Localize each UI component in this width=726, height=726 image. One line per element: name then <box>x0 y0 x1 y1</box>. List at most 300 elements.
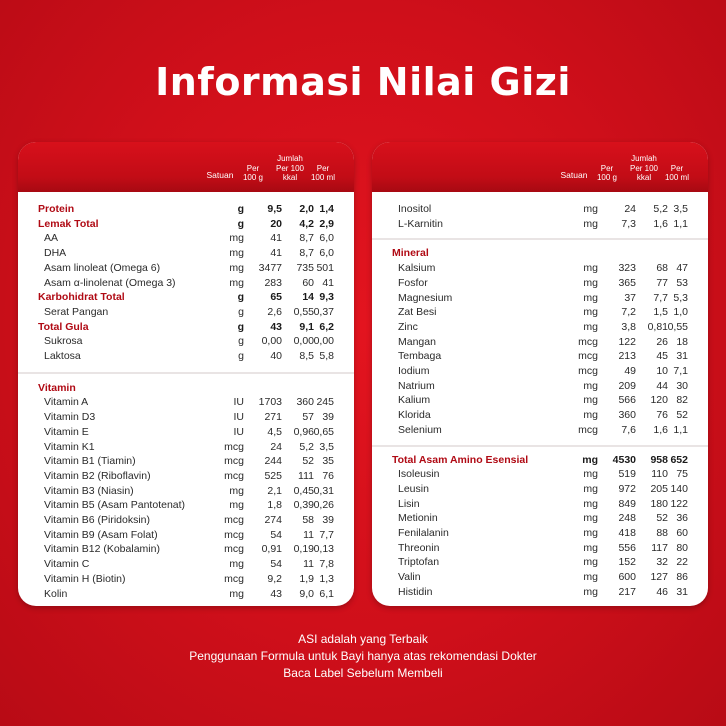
value-per-100g: 4,5 <box>267 425 282 438</box>
nutrient-unit: mg <box>583 497 598 510</box>
nutrient-name: Metionin <box>398 512 438 525</box>
value-per-100g: 2,6 <box>267 305 282 318</box>
table-row <box>18 290 354 305</box>
value-per-100g: 1703 <box>258 396 282 409</box>
value-per-100ml: 76 <box>322 469 334 482</box>
value-per-100kkal: 9,1 <box>299 320 314 333</box>
value-per-100kkal: 11 <box>303 528 314 541</box>
nutrient-name: Zinc <box>398 320 418 333</box>
nutrient-name: L-Karnitin <box>398 217 443 230</box>
nutrient-name: Vitamin B5 (Asam Pantotenat) <box>44 499 186 512</box>
value-per-100ml: 652 <box>670 453 688 466</box>
nutrient-name: Vitamin B9 (Asam Folat) <box>44 528 158 541</box>
table-row <box>18 425 354 440</box>
nutrient-name: Kalium <box>398 394 431 407</box>
value-per-100g: 849 <box>618 497 636 510</box>
value-per-100kkal: 1,6 <box>653 423 668 436</box>
nutrient-name: Laktosa <box>44 350 81 362</box>
table-row <box>372 497 708 512</box>
value-per-100g: 24 <box>624 203 636 215</box>
nutrient-unit: mg <box>583 262 598 275</box>
value-per-100kkal: 14 <box>302 291 314 304</box>
value-per-100g: 54 <box>270 528 282 541</box>
value-per-100kkal: 0,55 <box>293 305 314 318</box>
value-per-100ml: 1,0 <box>673 306 688 319</box>
col-jumlah: Jumlah <box>631 154 657 163</box>
nutrient-name: Asam α-linolenat (Omega 3) <box>44 276 176 289</box>
nutrient-name: Iodium <box>398 365 430 377</box>
value-per-100ml: 3,5 <box>673 203 688 215</box>
col-per100ml: Per 100 ml <box>310 164 335 182</box>
nutrient-name: Isoleusin <box>398 468 440 481</box>
value-per-100ml: 47 <box>676 262 688 275</box>
value-per-100g: 283 <box>264 276 282 289</box>
nutrient-name: Lisin <box>398 497 420 510</box>
nutrient-unit: g <box>237 320 244 333</box>
table-row <box>18 202 354 217</box>
nutrient-name: Sukrosa <box>44 335 83 348</box>
nutrient-unit: mg <box>229 484 244 497</box>
nutrient-unit: mcg <box>224 543 244 556</box>
table-row <box>372 364 708 379</box>
nutrient-unit: IU <box>233 425 244 438</box>
value-per-100g: 37 <box>624 291 636 304</box>
value-per-100kkal: 5,2 <box>653 203 668 215</box>
nutrient-name: Lemak Total <box>38 217 99 230</box>
value-per-100ml: 82 <box>676 394 688 407</box>
col-satuan: Satuan <box>206 170 234 180</box>
value-per-100ml: 1,3 <box>319 572 334 585</box>
value-per-100g: 7,2 <box>621 306 636 319</box>
nutrient-name: Vitamin H (Biotin) <box>44 572 126 585</box>
value-per-100kkal: 8,5 <box>299 350 314 362</box>
value-per-100kkal: 45 <box>656 350 668 363</box>
value-per-100g: 365 <box>618 276 636 289</box>
value-per-100ml: 22 <box>676 556 688 569</box>
nutrient-unit: mg <box>583 512 598 525</box>
table-row <box>18 498 354 513</box>
nutrient-name: Vitamin E <box>44 425 89 438</box>
value-per-100g: 0,91 <box>261 543 282 556</box>
nutrient-name: Karbohidrat Total <box>38 291 125 304</box>
nutrient-unit: mg <box>229 276 244 289</box>
value-per-100kkal: 11 <box>303 558 314 571</box>
table-row <box>18 261 354 276</box>
value-per-100kkal: 0,45 <box>293 484 314 497</box>
value-per-100ml: 7,7 <box>319 528 334 541</box>
table-row <box>18 572 354 587</box>
nutrient-unit: mg <box>583 585 598 598</box>
value-per-100kkal: 88 <box>656 527 668 539</box>
value-per-100g: 4530 <box>612 453 636 466</box>
value-per-100kkal: 0,00 <box>293 335 314 348</box>
table-row <box>18 305 354 320</box>
nutrient-unit: g <box>237 217 244 230</box>
section-divider <box>372 445 708 447</box>
table-row <box>372 526 708 541</box>
nutrient-unit: mg <box>583 468 598 481</box>
value-per-100ml: 60 <box>676 527 688 539</box>
value-per-100kkal: 52 <box>302 455 314 468</box>
nutrient-name: Threonin <box>398 541 440 554</box>
value-per-100ml: 52 <box>676 409 688 422</box>
value-per-100ml: 53 <box>676 276 688 289</box>
nutrient-name: Tembaga <box>398 350 442 363</box>
nutrient-name: Protein <box>38 203 75 215</box>
value-per-100ml: 0,13 <box>313 543 334 556</box>
value-per-100kkal: 58 <box>302 514 314 526</box>
value-per-100g: 122 <box>618 335 636 348</box>
value-per-100kkal: 111 <box>298 469 314 482</box>
nutrient-unit: mg <box>229 232 244 245</box>
table-row <box>372 453 708 468</box>
table-row <box>18 217 354 232</box>
value-per-100ml: 5,3 <box>673 291 688 304</box>
value-per-100g: 24 <box>270 440 282 453</box>
value-per-100kkal: 8,7 <box>299 232 314 245</box>
nutrient-name: Triptofan <box>398 556 440 569</box>
footer-text <box>0 631 726 682</box>
table-row <box>372 335 708 350</box>
nutrient-name: Asam linoleat (Omega 6) <box>44 261 161 274</box>
table-row <box>372 585 708 600</box>
value-per-100kkal: 0,81 <box>647 320 668 333</box>
table-row <box>372 541 708 556</box>
value-per-100kkal: 52 <box>656 512 668 525</box>
value-per-100kkal: 57 <box>302 411 314 424</box>
value-per-100ml: 36 <box>676 512 688 525</box>
nutrient-name: Vitamin B12 (Kobalamin) <box>44 543 160 556</box>
page-title: Informasi Nilai Gizi <box>155 60 571 104</box>
value-per-100kkal: 77 <box>656 276 668 289</box>
value-per-100ml: 41 <box>322 276 334 289</box>
table-row <box>372 276 708 291</box>
nutrient-name: Magnesium <box>398 291 453 304</box>
value-per-100ml: 6,1 <box>319 587 334 600</box>
nutrient-unit: mg <box>229 499 244 512</box>
nutrient-name: Mangan <box>398 335 436 348</box>
nutrient-name: Vitamin <box>38 381 76 394</box>
value-per-100ml: 0,65 <box>313 425 334 438</box>
value-per-100ml: 86 <box>676 571 688 584</box>
value-per-100g: 49 <box>624 365 636 377</box>
value-per-100kkal: 2,0 <box>299 203 314 215</box>
nutrient-unit: mg <box>229 587 244 600</box>
value-per-100g: 213 <box>618 350 636 363</box>
value-per-100g: 566 <box>618 394 636 407</box>
value-per-100g: 7,3 <box>621 217 636 230</box>
nutrient-unit: g <box>237 291 244 304</box>
value-per-100kkal: 110 <box>651 468 668 481</box>
table-row <box>372 482 708 497</box>
value-per-100kkal: 1,5 <box>653 306 668 319</box>
value-per-100g: 9,5 <box>267 203 282 215</box>
value-per-100ml: 39 <box>322 411 334 424</box>
nutrient-unit: mcg <box>224 528 244 541</box>
value-per-100ml: 1,4 <box>319 203 334 215</box>
value-per-100ml: 1,1 <box>673 217 688 230</box>
value-per-100g: 2,1 <box>267 484 282 497</box>
table-row <box>372 202 708 217</box>
nutrient-name: Vitamin B6 (Piridoksin) <box>44 514 151 526</box>
value-per-100ml: 35 <box>322 455 334 468</box>
nutrient-unit: mg <box>583 527 598 539</box>
value-per-100ml: 6,0 <box>319 247 334 260</box>
nutrient-name: Fosfor <box>398 276 428 289</box>
value-per-100g: 3477 <box>258 261 282 274</box>
table-row <box>372 261 708 276</box>
table-header <box>372 142 708 192</box>
value-per-100kkal: 5,2 <box>299 440 314 453</box>
value-per-100g: 972 <box>618 482 636 495</box>
nutrient-unit: IU <box>233 411 244 424</box>
value-per-100g: 65 <box>270 291 282 304</box>
table-row <box>18 587 354 602</box>
nutrient-unit: mg <box>229 247 244 260</box>
footer-line: Penggunaan Formula untuk Bayi hanya atas rekomendasi Dokter <box>189 649 537 663</box>
nutrient-unit: mg <box>229 558 244 571</box>
section-divider <box>18 372 354 374</box>
nutrient-name: Leusin <box>398 482 429 495</box>
value-per-100ml: 75 <box>676 468 688 481</box>
value-per-100g: 271 <box>264 411 282 424</box>
table-row <box>18 334 354 349</box>
value-per-100ml: 122 <box>670 497 688 510</box>
table-row <box>18 320 354 335</box>
value-per-100g: 9,2 <box>267 572 282 585</box>
nutrition-table-right <box>372 142 708 606</box>
nutrient-name: Fenilalanin <box>398 527 449 539</box>
value-per-100g: 274 <box>264 514 282 526</box>
table-row <box>18 276 354 291</box>
value-per-100g: 209 <box>618 379 636 392</box>
nutrient-name: AA <box>44 232 59 245</box>
value-per-100kkal: 180 <box>650 497 668 510</box>
value-per-100kkal: 9,0 <box>299 587 314 600</box>
nutrient-unit: mg <box>583 556 598 569</box>
value-per-100kkal: 4,2 <box>299 217 314 230</box>
nutrient-unit: mg <box>582 453 598 466</box>
table-row <box>18 246 354 261</box>
nutrient-name: Vitamin K1 <box>44 440 95 453</box>
nutrient-name: Klorida <box>398 409 431 422</box>
table-row <box>372 511 708 526</box>
value-per-100g: 43 <box>270 587 282 600</box>
nutrient-unit: mg <box>583 409 598 422</box>
nutrient-unit: mg <box>583 276 598 289</box>
value-per-100g: 43 <box>270 320 282 333</box>
table-row <box>18 528 354 543</box>
nutrient-name: Total Gula <box>38 320 89 333</box>
value-per-100ml: 6,2 <box>319 320 334 333</box>
nutrient-unit: mg <box>583 291 598 304</box>
table-row <box>372 570 708 585</box>
nutrient-unit: mg <box>583 203 598 215</box>
nutrient-unit: mcg <box>578 350 598 363</box>
value-per-100ml: 2,9 <box>319 217 334 230</box>
value-per-100ml: 0,26 <box>313 499 334 512</box>
value-per-100g: 41 <box>270 247 282 260</box>
table-row <box>372 408 708 423</box>
table-row <box>18 349 354 364</box>
value-per-100kkal: 32 <box>656 556 668 569</box>
nutrient-unit: mg <box>583 541 598 554</box>
nutrient-name: Total Asam Amino Esensial <box>392 453 529 466</box>
nutrient-unit: mcg <box>224 572 244 585</box>
value-per-100kkal: 120 <box>650 394 668 407</box>
value-per-100kkal: 205 <box>650 482 668 495</box>
nutrient-name: Selenium <box>398 423 442 436</box>
nutrient-name: Vitamin C <box>44 558 90 571</box>
col-per100kkal: Per 100 kkal <box>629 164 659 182</box>
nutrient-unit: mg <box>583 571 598 584</box>
nutrient-name: Serat Pangan <box>44 305 109 318</box>
value-per-100kkal: 735 <box>296 261 314 274</box>
value-per-100ml: 7,1 <box>673 365 688 377</box>
nutrient-name: Mineral <box>392 247 429 260</box>
value-per-100g: 217 <box>618 585 636 598</box>
value-per-100kkal: 1,9 <box>299 572 314 585</box>
value-per-100ml: 0,37 <box>313 305 334 318</box>
value-per-100ml: 6,0 <box>319 232 334 245</box>
table-row <box>18 513 354 528</box>
nutrient-unit: mg <box>583 482 598 495</box>
table-row <box>372 305 708 320</box>
value-per-100ml: 0,00 <box>313 335 334 348</box>
table-row <box>18 557 354 572</box>
value-per-100g: 323 <box>618 262 636 275</box>
footer-line: ASI adalah yang Terbaik <box>298 632 428 646</box>
value-per-100kkal: 76 <box>656 409 668 422</box>
nutrient-unit: mg <box>583 394 598 407</box>
value-per-100g: 1,8 <box>267 499 282 512</box>
table-row <box>372 349 708 364</box>
nutrient-unit: mcg <box>578 365 598 377</box>
table-row <box>372 217 708 232</box>
value-per-100g: 152 <box>618 556 636 569</box>
footer-line: Baca Label Sebelum Membeli <box>283 666 443 680</box>
table-row <box>372 393 708 408</box>
value-per-100kkal: 958 <box>650 453 668 466</box>
value-per-100g: 248 <box>618 512 636 525</box>
nutrient-unit: mcg <box>224 440 244 453</box>
nutrient-unit: g <box>238 335 244 348</box>
value-per-100g: 519 <box>618 468 636 481</box>
nutrient-unit: mg <box>583 306 598 319</box>
nutrient-name: Vitamin B2 (Riboflavin) <box>44 469 151 482</box>
value-per-100ml: 3,5 <box>319 440 334 453</box>
col-satuan: Satuan <box>560 170 588 180</box>
table-row <box>372 423 708 438</box>
value-per-100g: 360 <box>618 409 636 422</box>
table-row <box>18 469 354 484</box>
value-per-100ml: 39 <box>322 514 334 526</box>
value-per-100kkal: 7,7 <box>653 291 668 304</box>
value-per-100kkal: 26 <box>656 335 668 348</box>
table-row <box>18 484 354 499</box>
nutrient-unit: mcg <box>224 514 244 526</box>
nutrient-name: Natrium <box>398 379 435 392</box>
value-per-100kkal: 46 <box>656 585 668 598</box>
nutrient-unit: g <box>237 203 244 215</box>
nutrient-unit: mcg <box>224 469 244 482</box>
nutrient-name: Inositol <box>398 203 432 215</box>
value-per-100ml: 31 <box>676 350 688 363</box>
value-per-100ml: 0,31 <box>313 484 334 497</box>
value-per-100ml: 7,8 <box>319 558 334 571</box>
table-row <box>18 542 354 557</box>
nutrient-name: Zat Besi <box>398 306 437 319</box>
nutrient-name: Kolin <box>44 587 68 600</box>
value-per-100kkal: 68 <box>656 262 668 275</box>
nutrition-table-left <box>18 142 354 606</box>
value-per-100g: 7,6 <box>621 423 636 436</box>
value-per-100ml: 0,55 <box>667 320 688 333</box>
nutrient-unit: mg <box>583 379 598 392</box>
nutrient-unit: mg <box>583 217 598 230</box>
value-per-100g: 600 <box>618 571 636 584</box>
value-per-100g: 3,8 <box>621 320 636 333</box>
value-per-100g: 418 <box>618 527 636 539</box>
value-per-100kkal: 0,96 <box>293 425 314 438</box>
nutrient-name: Valin <box>398 571 421 584</box>
value-per-100g: 556 <box>618 541 636 554</box>
table-row <box>372 246 708 261</box>
value-per-100kkal: 60 <box>302 276 314 289</box>
table-row <box>18 410 354 425</box>
value-per-100g: 41 <box>270 232 282 245</box>
nutrient-unit: IU <box>233 396 244 409</box>
value-per-100ml: 31 <box>676 585 688 598</box>
value-per-100ml: 1,1 <box>673 423 688 436</box>
nutrient-unit: mcg <box>224 455 244 468</box>
table-row <box>372 467 708 482</box>
table-row <box>18 381 354 396</box>
nutrient-name: Histidin <box>398 585 433 598</box>
value-per-100kkal: 44 <box>656 379 668 392</box>
value-per-100kkal: 8,7 <box>299 247 314 260</box>
value-per-100kkal: 1,6 <box>653 217 668 230</box>
nutrient-unit: mcg <box>578 423 598 436</box>
table-header <box>18 142 354 192</box>
col-jumlah: Jumlah <box>277 154 303 163</box>
table-row <box>372 291 708 306</box>
table-row <box>372 379 708 394</box>
value-per-100ml: 18 <box>676 335 688 348</box>
nutrient-name: DHA <box>44 247 67 260</box>
table-row <box>372 320 708 335</box>
value-per-100ml: 5,8 <box>319 350 334 362</box>
value-per-100ml: 80 <box>676 541 688 554</box>
value-per-100ml: 9,3 <box>319 291 334 304</box>
value-per-100g: 525 <box>264 469 282 482</box>
table-row <box>18 454 354 469</box>
value-per-100kkal: 0,19 <box>293 543 314 556</box>
col-per100g: Per 100 g <box>242 164 264 182</box>
value-per-100g: 0,00 <box>261 335 282 348</box>
value-per-100g: 244 <box>264 455 282 468</box>
value-per-100ml: 140 <box>670 482 688 495</box>
value-per-100kkal: 360 <box>296 396 314 409</box>
value-per-100ml: 30 <box>676 379 688 392</box>
section-divider <box>372 238 708 240</box>
table-row <box>18 440 354 455</box>
table-row <box>18 231 354 246</box>
table-row <box>372 555 708 570</box>
nutrient-unit: mg <box>583 320 598 333</box>
nutrient-unit: g <box>238 305 244 318</box>
col-per100g: Per 100 g <box>596 164 618 182</box>
